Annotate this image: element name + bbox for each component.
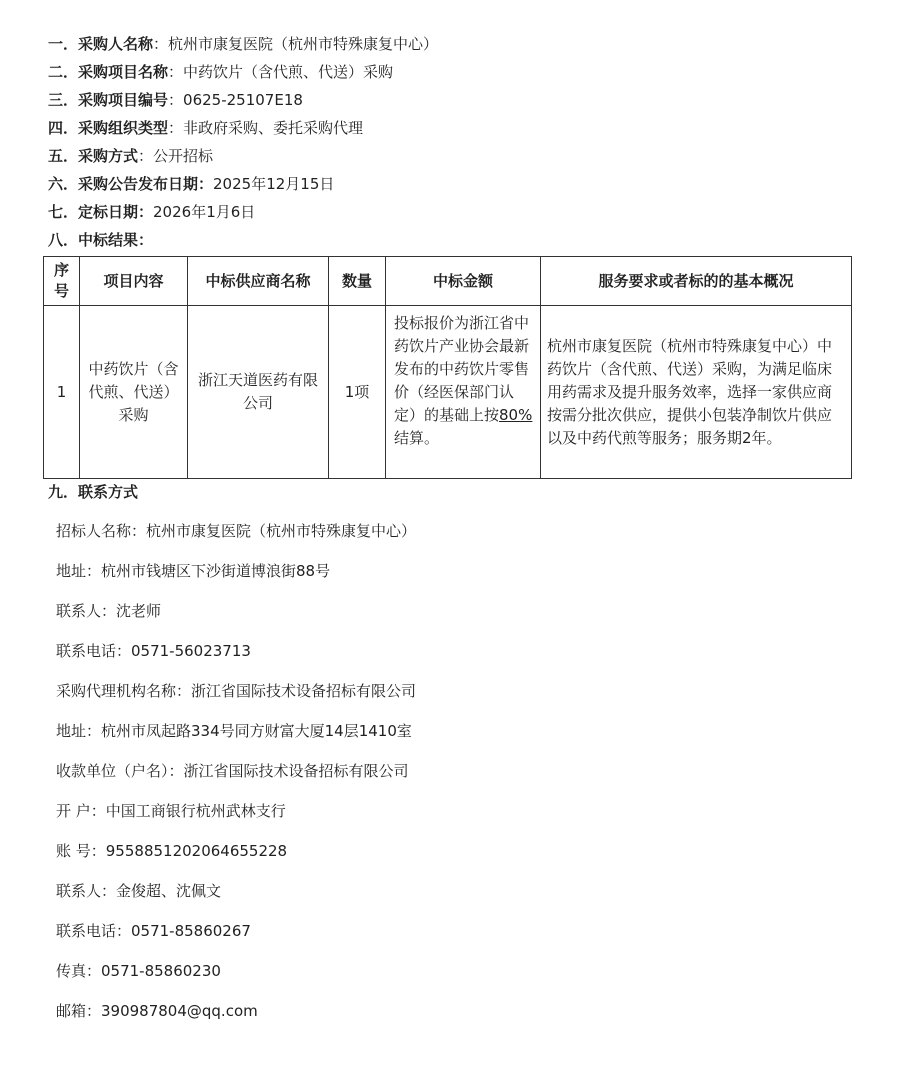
- award-result-table: [43, 256, 852, 479]
- info-line-project-number: [48, 89, 303, 111]
- info-value: 中药饮片（含代煎、代送）采购: [183, 63, 394, 81]
- amount-text: 投标报价为浙江省中药饮片产业协会最新发布的中药饮片零售价（经医保部门认定）的基础上按: [394, 314, 530, 424]
- info-value: 2026年1月6日: [153, 203, 256, 221]
- header-cell-no: 序号: [44, 257, 80, 306]
- info-label: 六．采购公告发布日期：: [48, 175, 214, 193]
- header-cell-desc: 服务要求或者标的的基本概况: [541, 257, 852, 306]
- info-value: 杭州市康复医院（杭州市特殊康复中心）: [168, 35, 439, 53]
- info-line-result: [48, 229, 153, 251]
- info-sep: ：: [138, 147, 154, 165]
- contact-line: 邮箱：390987804@qq.com: [56, 1002, 258, 1020]
- info-line-publish-date: [48, 173, 334, 195]
- info-value: 2025年12月15日: [213, 175, 335, 193]
- info-sep: ：: [168, 63, 184, 81]
- info-sep: ：: [168, 119, 184, 137]
- info-sep: ：: [168, 91, 184, 109]
- header-cell-amount: 中标金额: [386, 257, 541, 306]
- contact-line: 招标人名称：杭州市康复医院（杭州市特殊康复中心）: [56, 522, 417, 540]
- contact-line: 账 号：9558851202064655228: [56, 842, 288, 860]
- contact-line: 地址：杭州市钱塘区下沙街道博浪街88号: [56, 562, 331, 580]
- cell-desc: 杭州市康复医院（杭州市特殊康复中心）中药饮片（含代煎、代送）采购，为满足临床用药需求及提升服务效率，选择一家供应商按需分批次供应，提供小包装净制饮片供应以及中药代煎等服务；服务期2年。: [541, 306, 852, 479]
- header-cell-qty: 数量: [329, 257, 386, 306]
- cell-supplier: 浙江天道医药有限公司: [188, 306, 329, 479]
- header-cell-supplier: 中标供应商名称: [188, 257, 329, 306]
- contact-heading: 九．联系方式: [48, 483, 139, 501]
- contact-line: 联系电话：0571-85860267: [56, 922, 251, 940]
- cell-item: 中药饮片（含代煎、代送）采购: [80, 306, 188, 479]
- info-label: 一．采购人名称: [48, 35, 154, 53]
- contact-line: 开 户：中国工商银行杭州武林支行: [56, 802, 286, 820]
- info-line-purchaser: [48, 33, 438, 55]
- info-label: 二．采购项目名称: [48, 63, 169, 81]
- table-header-row: [44, 257, 852, 306]
- contact-line: 联系电话：0571-56023713: [56, 642, 251, 660]
- info-sep: ：: [153, 35, 169, 53]
- contact-line: 联系人：沈老师: [56, 602, 162, 620]
- info-label: 五．采购方式: [48, 147, 139, 165]
- info-label: 四．采购组织类型: [48, 119, 169, 137]
- contact-line: 收款单位（户名）：浙江省国际技术设备招标有限公司: [56, 762, 409, 780]
- info-value: 0625-25107E18: [183, 91, 303, 109]
- amount-percent: 80%: [499, 406, 533, 424]
- contact-line: 地址：杭州市凤起路334号同方财富大厦14层1410室: [56, 722, 412, 740]
- contact-line: 采购代理机构名称：浙江省国际技术设备招标有限公司: [56, 682, 417, 700]
- info-label: 三．采购项目编号: [48, 91, 169, 109]
- info-value: 非政府采购、委托采购代理: [183, 119, 364, 137]
- amount-suffix: 结算。: [394, 429, 440, 447]
- cell-no: 1: [44, 306, 80, 479]
- info-line-method: [48, 145, 213, 167]
- info-label: 七．定标日期：: [48, 203, 154, 221]
- info-line-project-name: [48, 61, 393, 83]
- info-label: 八．中标结果：: [48, 231, 154, 249]
- cell-qty: 1项: [329, 306, 386, 479]
- header-cell-item: 项目内容: [80, 257, 188, 306]
- info-line-award-date: [48, 201, 255, 223]
- info-line-org-type: [48, 117, 363, 139]
- contact-line: 联系人：金俊超、沈佩文: [56, 882, 222, 900]
- info-value: 公开招标: [153, 147, 214, 165]
- table-row: [44, 306, 852, 479]
- contact-line: 传真：0571-85860230: [56, 962, 221, 980]
- cell-amount: [386, 306, 541, 479]
